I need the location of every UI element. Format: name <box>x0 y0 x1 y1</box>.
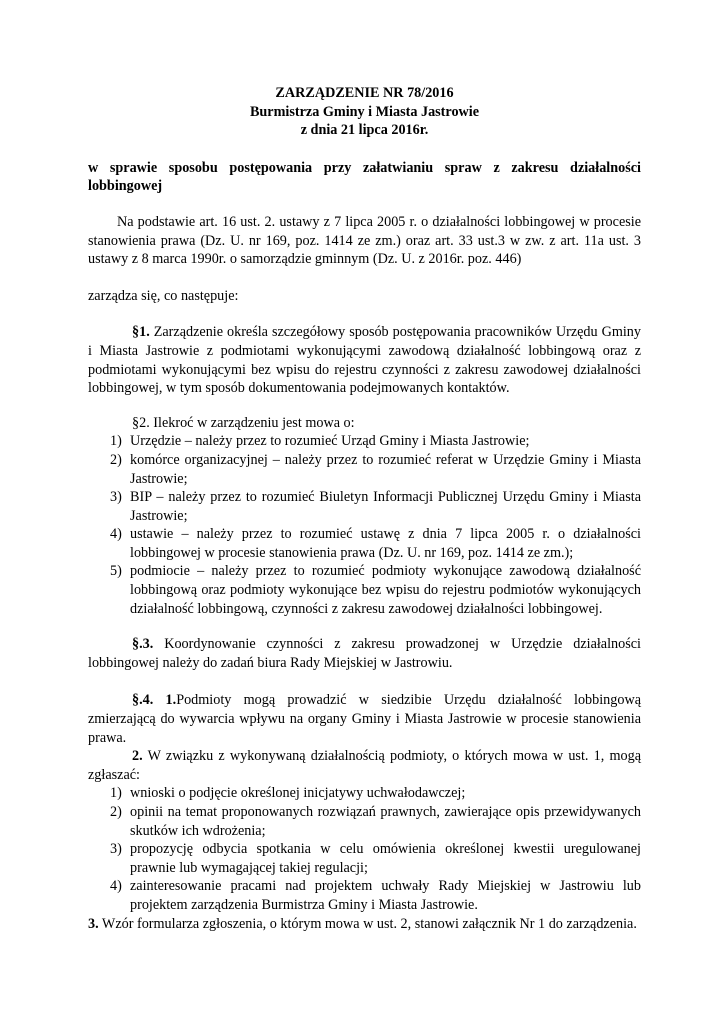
section-4-par-3 <box>88 915 641 934</box>
section-3-text: Koordynowanie czynności z zakresu prowadzonej w Urzędzie działalności lobbingowej należy do zadań biura Rady Miejskiej w Jastrowiu. <box>88 636 641 671</box>
list-item: 2) opinii na temat proponowanych rozwiązań prawnych, zawierające opis przewidywanych skutków ich wdrożenia; <box>110 804 641 839</box>
section-4-par-2-label: 2. <box>132 748 143 765</box>
legal-basis: Na podstawie art. 16 ust. 2. ustawy z 7 lipca 2005 r. o działalności lobbingowej w procesie stanowienia prawa (Dz. U. nr 169, poz. 1414 ze zm.) oraz art. 33 ust.3 w zw. z art. 11a ust. 3 ustawy z 8 marca 1990r. o samorządzie gminnym (Dz. U. z 2016r. poz. 446) <box>88 213 641 268</box>
list-item: 3) propozycję odbycia spotkania w celu omówienia określonej kwestii uregulowanej prawnie lub wymagającej takiej regulacji; <box>110 841 641 876</box>
list-item: 5) podmiocie – należy przez to rozumieć podmioty wykonujące zawodową działalność lobbingową oraz podmioty wykonujące bez wpisu do rejestru podmiotów wykonujących działalność lobbingową, czynności z zakresu zawodowej działalności lobbingowej. <box>110 563 641 617</box>
document-page <box>88 84 641 933</box>
section-3 <box>88 635 641 672</box>
section-4-par-1 <box>88 691 641 747</box>
section-4-par-3-label: 3. <box>88 915 99 932</box>
section-3-label: §.3. <box>132 636 154 653</box>
section-4-submissions-list <box>88 784 641 914</box>
list-item: 1) Urzędzie – należy przez to rozumieć Urząd Gminy i Miasta Jastrowie; <box>110 433 530 450</box>
list-item: 4) ustawie – należy przez to rozumieć ustawę z dnia 7 lipca 2005 r. o działalności lobbingowej w procesie stanowienia prawa (Dz. U. nr 169, poz. 1414 ze zm.); <box>110 526 641 561</box>
issuer: Burmistrza Gminy i Miasta Jastrowie <box>249 103 480 120</box>
section-4-par-3-text: Wzór formularza zgłoszenia, o którym mowa w ust. 2, stanowi załącznik Nr 1 do zarządzenia. <box>98 915 637 932</box>
section-1-text: Zarządzenie określa szczegółowy sposób postępowania pracowników Urzędu Gminy i Miasta Jastrowie z podmiotami wykonującymi zawodową działalność lobbingową oraz z podmiotami wykonującymi bez wpisu do rejestru czynności z zakresu zawodowej działalności lobbingowej, w tym sposób dokumentowania podejmowanych kontaktów. <box>88 324 641 397</box>
section-4-par-2 <box>88 747 641 784</box>
list-item: 3) BIP – należy przez to rozumieć Biuletyn Informacji Publicznej Urzędu Gminy i Miasta Jastrowie; <box>110 489 641 524</box>
ordinance-date: z dnia 21 lipca 2016r. <box>300 122 429 139</box>
list-item: 4) zainteresowanie pracami nad projektem uchwały Rady Miejskiej w Jastrowiu lub projektem zarządzenia Burmistrza Gminy i Miasta Jastrowie. <box>110 878 641 913</box>
list-item: 2) komórce organizacyjnej – należy przez to rozumieć referat w Urzędzie Gminy i Miasta Jastrowie; <box>110 451 641 487</box>
section-1 <box>88 323 641 397</box>
ordinance-subject: w sprawie sposobu postępowania przy załatwianiu spraw z zakresu działalności lobbingowej <box>88 159 641 195</box>
list-item: 1) wnioski o podjęcie określonej inicjatywy uchwałodawczej; <box>110 785 466 802</box>
ordinance-number: ZARZĄDZENIE NR 78/2016 <box>275 85 454 101</box>
section-4-par-2-text: W związku z wykonywaną działalnością podmioty, o których mowa w ust. 1, mogą zgłaszać: <box>88 748 641 783</box>
decides-line: zarządza się, co następuje: <box>88 287 239 304</box>
section-4-text: Podmioty mogą prowadzić w siedzibie Urzędu działalność lobbingową zmierzającą do wywarcia wpływu na organy Gminy i Miasta Jastrowie w procesie stanowienia prawa. <box>88 692 641 746</box>
section-2-definitions-list <box>88 432 641 618</box>
section-1-label: §1. <box>132 324 150 341</box>
section-2-intro: §2. Ilekroć w zarządzeniu jest mowa o: <box>132 414 355 431</box>
document-header <box>88 84 641 140</box>
section-4-label: §.4. 1. <box>132 692 177 709</box>
